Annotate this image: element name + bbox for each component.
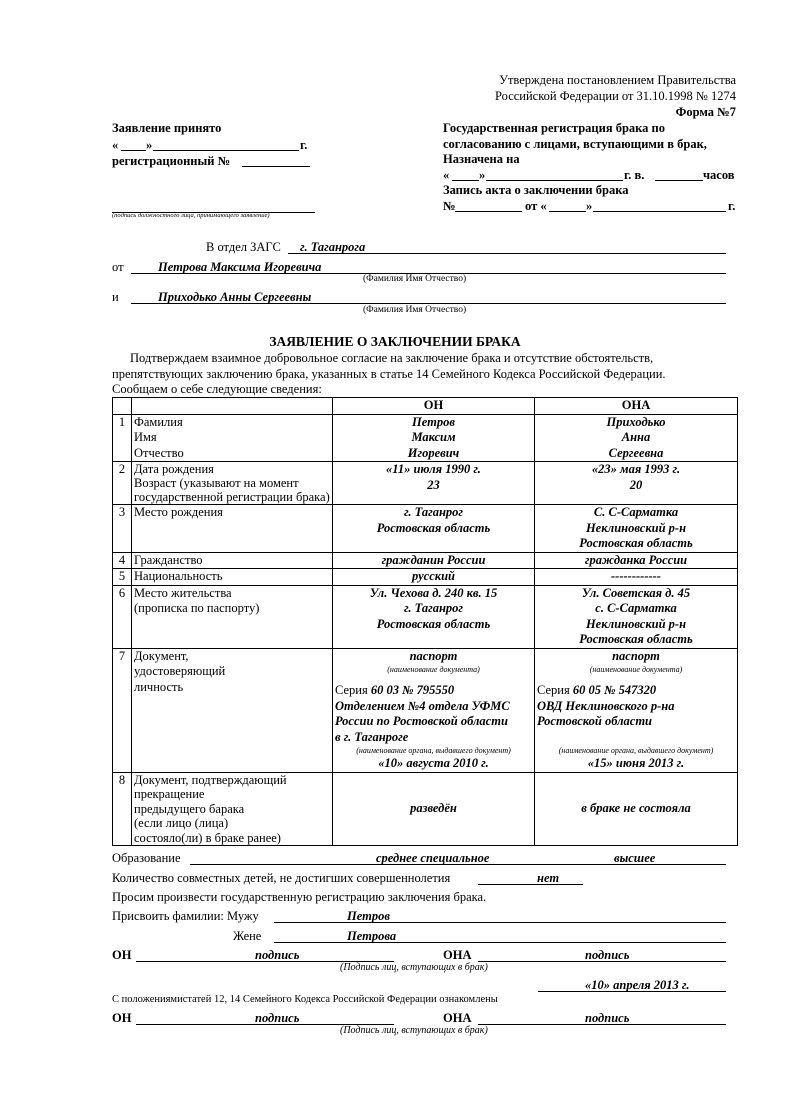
- act-day-line[interactable]: [549, 211, 586, 212]
- issuer-caption: (наименование органа, выдавшего документ): [356, 746, 511, 755]
- table-row: [113, 772, 738, 846]
- form-number: Форма №7: [675, 105, 736, 119]
- official-signature-caption: (подпись должностного лица, принимающего заявление): [112, 212, 270, 219]
- act-number-line[interactable]: [455, 211, 522, 212]
- row-label: Национальность: [132, 569, 333, 586]
- table-row: [113, 462, 738, 505]
- husband-surname: Петров: [347, 909, 390, 923]
- act-from: от «: [525, 199, 547, 213]
- acquainted-text: С положениямистатей 12, 14 Семейного Кодекса Российской Федерации ознакомлены: [112, 994, 498, 1005]
- husband-surname-line[interactable]: [274, 922, 726, 923]
- he-value[interactable]: гражданин России: [333, 552, 535, 569]
- fio-caption-2: (Фамилия Имя Отчество): [363, 305, 467, 315]
- he-signature: подпись: [255, 948, 300, 962]
- zags-label: В отдел ЗАГС: [206, 240, 281, 254]
- col-he-header: ОН: [333, 398, 535, 415]
- sign-caption-2: (Подпись лиц, вступающих в брак): [340, 1025, 488, 1036]
- education-label: Образование: [112, 851, 181, 865]
- table-row: [113, 648, 738, 772]
- she-document[interactable]: паспорт (наименование документа) Серия 60 05 № 547320 ОВД Неклиновского р-на Ростовской области (наименование органа, выдавшего документ) «15» июня 2013 г.: [535, 648, 738, 772]
- she-value[interactable]: гражданка России: [535, 552, 738, 569]
- col-she-header: ОНА: [535, 398, 738, 415]
- registration-line-3: Назначена на: [443, 152, 520, 166]
- he-document[interactable]: паспорт (наименование документа) Серия 60 03 № 795550 Отделением №4 отдела УФМС России по Ростовской области в г. Таганроге (наименование органа, выдавшего документ) «10» августа 2010 г.: [333, 648, 535, 772]
- she-signature: подпись: [585, 948, 630, 962]
- table-header-row: [113, 398, 738, 415]
- accepted-month-line[interactable]: [153, 150, 299, 151]
- act-year-suffix: г.: [728, 199, 736, 213]
- table-row: [113, 414, 738, 462]
- row-number: 2: [113, 462, 132, 505]
- she-value[interactable]: в браке не состояла: [535, 772, 738, 846]
- accepted-title: Заявление принято: [112, 121, 222, 135]
- row-number: 6: [113, 585, 132, 648]
- registration-hours-suffix: часов: [703, 168, 735, 182]
- approval-line-2: Российской Федерации от 31.10.1998 № 1274: [495, 89, 736, 103]
- doc-caption: (наименование документа): [589, 665, 683, 674]
- he-value[interactable]: разведён: [333, 772, 535, 846]
- children-label: Количество совместных детей, не достигших совершеннолетия: [112, 871, 451, 885]
- education-he: среднее специальное: [376, 851, 490, 865]
- registration-date-open: «: [443, 168, 450, 182]
- wife-surname: Петрова: [347, 929, 397, 943]
- he-value[interactable]: русский: [333, 569, 535, 586]
- zags-value: г. Таганрога: [300, 240, 366, 254]
- row-label: Дата рождения Возраст (указывают на момент государственной регистрации брака): [132, 462, 333, 505]
- document-title: ЗАЯВЛЕНИЕ О ЗАКЛЮЧЕНИИ БРАКА: [269, 334, 521, 349]
- education-she: высшее: [614, 851, 656, 865]
- she-value[interactable]: ------------: [535, 569, 738, 586]
- she-sign-label: ОНА: [443, 948, 472, 962]
- intro-line-1: Подтверждаем взаимное добровольное согласие на заключение брака и отсутствие обстоятельств,: [130, 351, 654, 365]
- row-label: Место рождения: [132, 505, 333, 553]
- table-row: [113, 569, 738, 586]
- he-sign-label: ОН: [112, 948, 132, 962]
- from-label: от: [112, 260, 124, 274]
- row-label: Гражданство: [132, 552, 333, 569]
- row-number: 7: [113, 648, 132, 772]
- date-value: «10» апреля 2013 г.: [585, 978, 690, 992]
- children-line[interactable]: [478, 884, 583, 885]
- he-value[interactable]: Ул. Чехова д. 240 кв. 15 г. Таганрог Ростовская область: [333, 585, 535, 648]
- she-value[interactable]: С. С-Сарматка Неклиновский р-н Ростовская область: [535, 505, 738, 553]
- row-number: 3: [113, 505, 132, 553]
- she-sign-label-2: ОНА: [443, 1011, 472, 1025]
- accepted-year-suffix: г.: [300, 138, 308, 152]
- row-number: 4: [113, 552, 132, 569]
- registration-day-line[interactable]: [452, 180, 479, 181]
- registration-hours-line[interactable]: [655, 180, 703, 181]
- row-label: Место жительства (прописка по паспорту): [132, 585, 333, 648]
- and-value: Приходько Анны Сергеевны: [158, 290, 312, 304]
- applicants-table: [112, 397, 738, 846]
- he-sign-label-2: ОН: [112, 1011, 132, 1025]
- act-number-prefix: №: [443, 199, 456, 213]
- registration-line-1: Государственная регистрация брака по: [443, 121, 666, 135]
- request-text: Просим произвести государственную регистрацию заключения брака.: [112, 890, 487, 904]
- registration-line-2: согласованию с лицами, вступающими в брак,: [443, 137, 707, 151]
- accepted-date-close: »: [146, 138, 153, 152]
- accepted-day-line[interactable]: [121, 150, 146, 151]
- she-value[interactable]: Ул. Советская д. 45 с. С-Сарматка Неклиновский р-н Ростовская область: [535, 585, 738, 648]
- table-row: [113, 552, 738, 569]
- reg-number-label: регистрационный №: [112, 154, 231, 168]
- row-number: 1: [113, 414, 132, 462]
- he-value[interactable]: «11» июля 1990 г. 23: [333, 462, 535, 505]
- doc-caption: (наименование документа): [387, 665, 480, 674]
- approval-line-1: Утверждена постановлением Правительства: [499, 73, 736, 87]
- row-number: 5: [113, 569, 132, 586]
- act-record-label: Запись акта о заключении брака: [443, 183, 629, 197]
- children-value: нет: [537, 871, 560, 885]
- act-close: »: [586, 199, 593, 213]
- row-number: 8: [113, 772, 132, 846]
- and-label: и: [112, 290, 119, 304]
- wife-label: Жене: [233, 929, 262, 943]
- row-label: Документ, удостоверяющий личность: [132, 648, 333, 772]
- he-value[interactable]: г. Таганрог Ростовская область: [333, 505, 535, 553]
- wife-surname-line[interactable]: [274, 942, 726, 943]
- intro-line-2: препятствующих заключению брака, указанных в статье 14 Семейного Кодекса Российской Федерации.: [112, 367, 666, 381]
- he-value[interactable]: Петров Максим Игоревич: [333, 414, 535, 462]
- row-label: Фамилия Имя Отчество: [132, 414, 333, 462]
- he-signature-2: подпись: [255, 1011, 300, 1025]
- sign-caption: (Подпись лиц, вступающих в брак): [340, 962, 488, 973]
- issuer-caption: (наименование органа, выдавшего документ): [558, 746, 714, 755]
- from-value: Петрова Максима Игоревича: [158, 260, 322, 274]
- surnames-label: Присвоить фамилии: Мужу: [112, 909, 259, 923]
- row-label: Документ, подтверждающий прекращение предыдущего барака (если лицо (лица) состояло(ли) в браке ранее): [132, 772, 333, 846]
- table-row: [113, 505, 738, 553]
- intro-line-3: Сообщаем о себе следующие сведения:: [112, 382, 322, 396]
- fio-caption-1: (Фамилия Имя Отчество): [363, 274, 467, 284]
- registration-month-line[interactable]: [486, 180, 623, 181]
- registration-year-suffix: г. в.: [624, 168, 645, 182]
- she-signature-2: подпись: [585, 1011, 630, 1025]
- she-value[interactable]: Приходько Анна Сергеевна: [535, 414, 738, 462]
- reg-number-line[interactable]: [242, 166, 310, 167]
- act-month-line[interactable]: [593, 211, 726, 212]
- table-row: [113, 585, 738, 648]
- registration-date-close: »: [479, 168, 486, 182]
- she-value[interactable]: «23» мая 1993 г. 20: [535, 462, 738, 505]
- accepted-date-open: «: [112, 138, 119, 152]
